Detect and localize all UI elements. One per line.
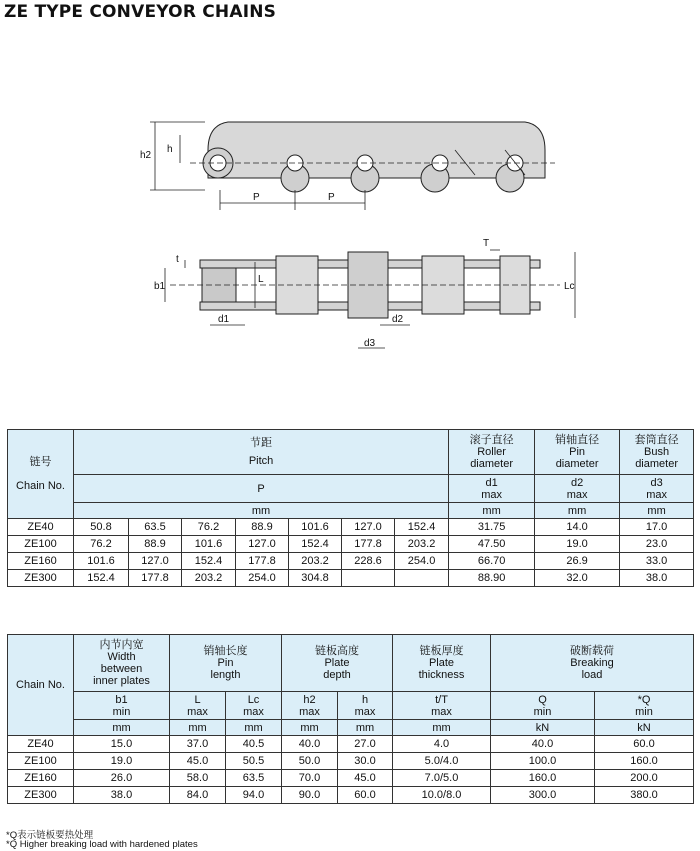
table-row [8, 736, 694, 753]
pitch-value: 152.4 [289, 536, 342, 553]
bush-value: 23.0 [620, 536, 694, 553]
pitch-value: 254.0 [395, 553, 449, 570]
plate-thickness-header: 链板厚度 Plate thickness [393, 635, 491, 692]
cell: 380.0 [595, 787, 694, 804]
pin-value: 32.0 [535, 570, 620, 587]
cell: 50.0 [282, 753, 338, 770]
label-d2: d2 [392, 314, 404, 325]
pin-length-header: 销轴长度 Pin length [170, 635, 282, 692]
roller-unit: mm [449, 503, 535, 519]
chain-no-header: Chain No. [8, 635, 74, 736]
chain-name: ZE40 [8, 519, 74, 536]
pitch-value [342, 570, 395, 587]
plate-depth-header: 链板高度 Plate depth [282, 635, 393, 692]
Lc-symbol: Lc max [226, 692, 282, 720]
cell: 7.0/5.0 [393, 770, 491, 787]
note-cn: *Q表示链板要热处理 [6, 830, 94, 841]
label-b1: b1 [154, 281, 166, 292]
width-header: 内节内宽 Width between inner plates [74, 635, 170, 692]
cell: 60.0 [595, 736, 694, 753]
chain-drawing [0, 100, 700, 360]
pitch-header: 节距 Pitch [74, 430, 449, 475]
cell: 10.0/8.0 [393, 787, 491, 804]
cell: 45.0 [338, 770, 393, 787]
cell: 60.0 [338, 787, 393, 804]
pitch-value: 203.2 [289, 553, 342, 570]
Q-symbol: Q min [491, 692, 595, 720]
cell: 19.0 [74, 753, 170, 770]
cell: 40.0 [282, 736, 338, 753]
cell: 200.0 [595, 770, 694, 787]
cell: 45.0 [170, 753, 226, 770]
label-d1: d1 [218, 314, 230, 325]
cell: 58.0 [170, 770, 226, 787]
bush-header: 套筒直径 Bush diameter [620, 430, 694, 475]
pitch-value: 88.9 [236, 519, 289, 536]
cell: 30.0 [338, 753, 393, 770]
b1-symbol: b1 min [74, 692, 170, 720]
pitch-value: 254.0 [236, 570, 289, 587]
chain-name: ZE40 [8, 736, 74, 753]
cell: 100.0 [491, 753, 595, 770]
cell: 90.0 [282, 787, 338, 804]
pitch-value: 152.4 [395, 519, 449, 536]
label-d3: d3 [364, 338, 376, 349]
roller-value: 88.90 [449, 570, 535, 587]
unit: mm [226, 720, 282, 736]
cell: 27.0 [338, 736, 393, 753]
pin-unit: mm [535, 503, 620, 519]
roller-value: 66.70 [449, 553, 535, 570]
label-p1: P [253, 192, 260, 203]
pitch-table [7, 429, 694, 587]
pitch-value [395, 570, 449, 587]
bush-value: 38.0 [620, 570, 694, 587]
cell: 50.5 [226, 753, 282, 770]
roller-value: 47.50 [449, 536, 535, 553]
pitch-value: 152.4 [74, 570, 129, 587]
label-T: T [483, 238, 490, 249]
pin-value: 19.0 [535, 536, 620, 553]
table-row [8, 553, 694, 570]
cell: 63.5 [226, 770, 282, 787]
pitch-value: 63.5 [129, 519, 182, 536]
cell: 40.0 [491, 736, 595, 753]
label-h2: h2 [140, 150, 152, 161]
cell: 40.5 [226, 736, 282, 753]
cell: 160.0 [491, 770, 595, 787]
chain-name: ZE300 [8, 787, 74, 804]
pitch-value: 127.0 [129, 553, 182, 570]
unit: mm [74, 720, 170, 736]
note-en: *Q Higher breaking load with hardened plates [6, 839, 198, 850]
cell: 94.0 [226, 787, 282, 804]
roller-value: 31.75 [449, 519, 535, 536]
pitch-value: 88.9 [129, 536, 182, 553]
pitch-unit: mm [74, 503, 449, 519]
pitch-value: 177.8 [129, 570, 182, 587]
pin-symbol: d2 max [535, 475, 620, 503]
chain-name: ZE300 [8, 570, 74, 587]
label-Lc: Lc [564, 281, 575, 292]
chain-name: ZE160 [8, 553, 74, 570]
table-row [8, 536, 694, 553]
label-L: L [258, 274, 264, 285]
pitch-value: 50.8 [74, 519, 129, 536]
unit: kN [595, 720, 694, 736]
table-row [8, 519, 694, 536]
L-symbol: L max [170, 692, 226, 720]
label-t: t [176, 254, 179, 265]
Q2-symbol: *Q min [595, 692, 694, 720]
label-h: h [167, 144, 173, 155]
unit: mm [393, 720, 491, 736]
pitch-value: 152.4 [182, 553, 236, 570]
bush-symbol: d3 max [620, 475, 694, 503]
cell: 70.0 [282, 770, 338, 787]
roller-symbol: d1 max [449, 475, 535, 503]
pitch-value: 203.2 [182, 570, 236, 587]
cell: 300.0 [491, 787, 595, 804]
chain-name: ZE160 [8, 770, 74, 787]
pitch-value: 101.6 [289, 519, 342, 536]
dimensions-table [7, 634, 694, 804]
unit: mm [338, 720, 393, 736]
pitch-value: 304.8 [289, 570, 342, 587]
pitch-value: 228.6 [342, 553, 395, 570]
bush-value: 33.0 [620, 553, 694, 570]
page-title: ZE TYPE CONVEYOR CHAINS [4, 2, 277, 22]
table-row [8, 787, 694, 804]
pitch-value: 76.2 [182, 519, 236, 536]
table-row [8, 570, 694, 587]
pitch-value: 177.8 [342, 536, 395, 553]
pitch-value: 101.6 [182, 536, 236, 553]
pin-header: 销轴直径 Pin diameter [535, 430, 620, 475]
pin-value: 26.9 [535, 553, 620, 570]
h2-symbol: h2 max [282, 692, 338, 720]
unit: mm [282, 720, 338, 736]
cell: 84.0 [170, 787, 226, 804]
chain-no-header: 链号 Chain No. [8, 430, 74, 519]
breaking-load-header: 破断载荷 Breaking load [491, 635, 694, 692]
cell: 15.0 [74, 736, 170, 753]
pitch-value: 76.2 [74, 536, 129, 553]
pitch-value: 203.2 [395, 536, 449, 553]
pitch-value: 127.0 [342, 519, 395, 536]
chain-name: ZE100 [8, 536, 74, 553]
table-row [8, 753, 694, 770]
table-row [8, 770, 694, 787]
pin-value: 14.0 [535, 519, 620, 536]
cell: 5.0/4.0 [393, 753, 491, 770]
h-symbol: h max [338, 692, 393, 720]
cell: 160.0 [595, 753, 694, 770]
bush-unit: mm [620, 503, 694, 519]
pitch-symbol: P [74, 475, 449, 503]
cell: 4.0 [393, 736, 491, 753]
pitch-value: 101.6 [74, 553, 129, 570]
chain-name: ZE100 [8, 753, 74, 770]
unit: kN [491, 720, 595, 736]
pitch-value: 127.0 [236, 536, 289, 553]
unit: mm [170, 720, 226, 736]
pitch-value: 177.8 [236, 553, 289, 570]
bush-value: 17.0 [620, 519, 694, 536]
cell: 26.0 [74, 770, 170, 787]
cell: 37.0 [170, 736, 226, 753]
t-symbol: t/T max [393, 692, 491, 720]
roller-header: 滚子直径 Roller diameter [449, 430, 535, 475]
label-p2: P [328, 192, 335, 203]
cell: 38.0 [74, 787, 170, 804]
